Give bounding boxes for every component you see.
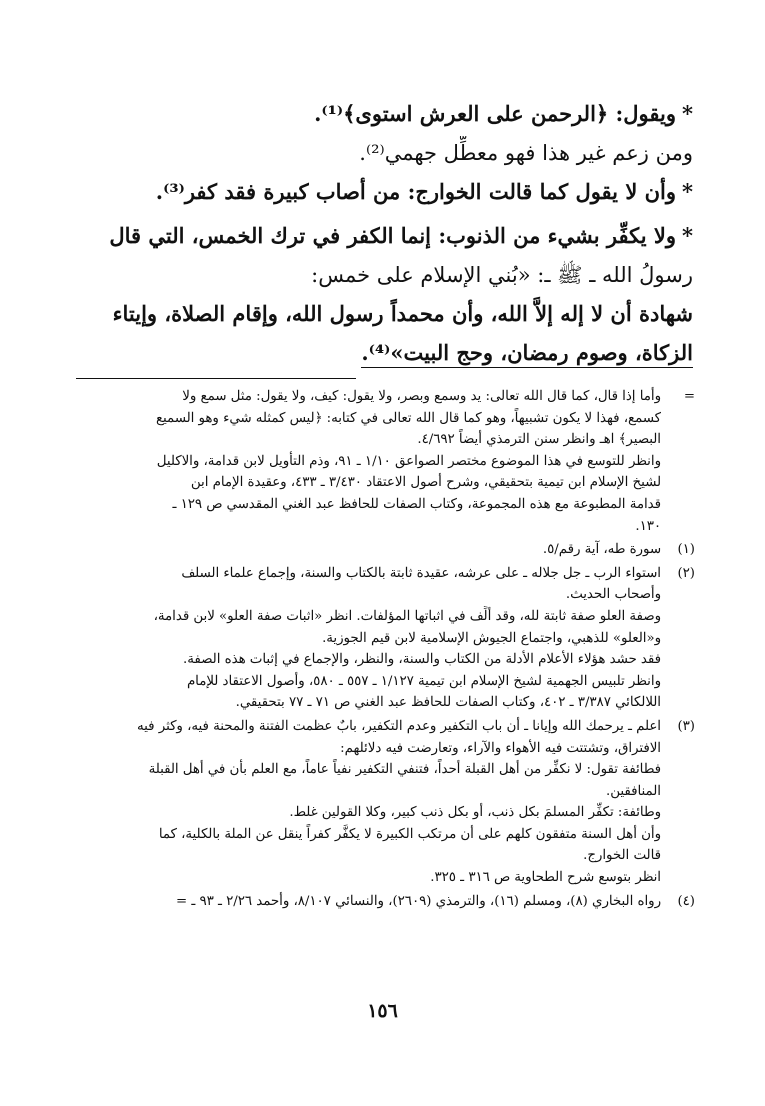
footnote-3 <box>70 716 695 889</box>
page-number: ١٥٦ <box>367 1000 398 1022</box>
main-line-5: رسولُ الله ـ ﷺ ـ: «بُني الإسلام على خمس: <box>311 263 693 287</box>
footnote-marker: = <box>683 389 695 404</box>
main-text <box>76 92 693 370</box>
main-line-1: *ويقول: ﴿الرحمن على العرش استوى﴾⁽¹⁾. <box>314 101 693 126</box>
footnote-line: وصفة العلو صفة ثابتة لله، وقد أُلِّف في اثباتها المؤلفات. انظر «اثبات صفة العلو» لابن قدامة، <box>153 608 661 624</box>
bullet-star: * <box>682 179 693 204</box>
footnote-line: سورة طه، آية رقم/٥. <box>542 542 661 558</box>
main-line-4: *ولا يكفِّر بشيء من الذنوب: إنما الكفر في ترك الخمس، التي قال <box>109 223 693 248</box>
footnote-line: انظر بتوسع شرح الطحاوية ص ٣١٦ ـ ٣٢٥. <box>430 870 661 886</box>
footnote-text <box>70 716 661 889</box>
footnote-line: اللالكائي ٣/٣٨٧ ـ ٤٠٢، وكتاب الصفات للحافظ عبد الغني ص ٧١ ـ ٧٧ بتحقيقي. <box>235 695 661 711</box>
footnote-line: كسمع، فهذا لا يكون تشبيهاً، وهو كما قال الله تعالى في كتابه: ﴿ليس كمثله شيء وهو السميع <box>155 410 661 426</box>
footnote-line: وطائفة: تكفِّر المسلمَ بكل ذنب، أو بكل ذنب كبير، وكلا القولين غلط. <box>289 805 661 821</box>
bullet-star: * <box>682 101 693 126</box>
main-line-7: الزكاة، وصوم رمضان، وحج البيت»⁽⁴⁾. <box>76 336 693 370</box>
footnote-line: رواه البخاري (٨)، ومسلم (١٦)، والترمذي (٢٦٠٩)، والنسائي ٨/١٠٧، وأحمد ٢/٢٦ ـ ٩٣ ـ = <box>175 893 661 909</box>
footnote-marker: (١) <box>677 542 695 558</box>
footnote-line: البصير﴾ اهـ وانظر سنن الترمذي أيضاً ٤/٦٩٢. <box>417 432 661 448</box>
footnote-2 <box>70 563 695 714</box>
main-line-6: شهادة أن لا إله إلاَّ الله، وأن محمداً رسول الله، وإقام الصلاة، وإيتاء <box>112 301 693 326</box>
footnote-line: المنافقين. <box>606 783 661 799</box>
footnote-line: وانظر للتوسع في هذا الموضوع مختصر الصواعق ١/١٠ ـ ٩١، وذم التأويل لابن قدامة، والاكليل <box>156 453 661 469</box>
footnote-line: وانظر تلبيس الجهمية لشيخ الإسلام ابن تيمية ١/١٢٧ ـ ٥٥٧ ـ ٥٨٠، وأصول الاعتقاد للإمام <box>186 673 661 689</box>
footnote-marker: (٢) <box>677 565 695 581</box>
footnote-text <box>70 563 661 714</box>
footnote-line: الافتراق، وتشتتت فيه الأهواء والآراء، وتعارضت فيه دلائلهم: <box>340 740 661 756</box>
footnote-line: وأما إذا قال، كما قال الله تعالى: يد وسمع وبصر، ولا يقول: كيف، ولا يقول: مثل سمع ولا <box>182 389 661 404</box>
footnotes <box>70 386 695 914</box>
footnote-marker: (٣) <box>677 718 695 734</box>
footnote-line: و«العلو» للذهبي، واجتماع الجيوش الإسلامية لابن قيم الجوزية. <box>322 630 661 646</box>
footnote-line: اعلم ـ يرحمك الله وإيانا ـ أن باب التكفير وعدم التكفير، بابٌ عظمت الفتنة والمحنة فيه، وكثر فيه <box>137 718 661 734</box>
footnote-line: ١٣٠. <box>635 518 661 534</box>
footnote-line: قالت الخوارج. <box>583 848 661 864</box>
main-line-3: *وأن لا يقول كما قالت الخوارج: من أصاب كبيرة فقد كفر⁽³⁾. <box>155 179 693 204</box>
footnote-0 <box>70 386 695 537</box>
footnote-line: استواء الرب ـ جل جلاله ـ على عرشه، عقيدة ثابتة بالكتاب والسنة، وإجماع علماء السلف <box>181 565 661 581</box>
footnote-4 <box>70 891 695 913</box>
footnote-line: لشيخ الإسلام ابن تيمية بتحقيقي، وشرح أصول الاعتقاد ٣/٤٣٠ ـ ٤٣٣، وعقيدة الإمام ابن <box>190 475 661 491</box>
footnote-text <box>70 539 661 561</box>
footnote-line: قدامة المطبوعة مع هذه المجموعة، وكتاب الصفات للحافظ عبد الغني المقدسي ص ١٢٩ ـ <box>172 496 661 512</box>
footnote-line: فطائفة تقول: لا نكفِّر من أهل القبلة أحداً، فتنفي التكفير نفياً عاماً، مع العلم بأن في أهل القبلة <box>148 762 661 778</box>
main-line-2: ومن زعم غير هذا فهو معطِّل جهمي⁽²⁾. <box>359 141 693 165</box>
footnote-text <box>70 891 661 913</box>
bullet-star: * <box>682 223 693 248</box>
footnote-line: وأصحاب الحديث. <box>565 587 661 603</box>
footnote-separator <box>76 378 356 379</box>
footnote-marker: (٤) <box>677 893 695 909</box>
footnote-line: وأن أهل السنة متفقون كلهم على أن مرتكب الكبيرة لا يكفَّر كفراً ينقل عن الملة بالكلية، كما <box>158 826 661 842</box>
footnote-1 <box>70 539 695 561</box>
footnote-line: فقد حشد هؤلاء الأعلام الأدلة من الكتاب والسنة، والنظر، والإجماع في إثبات هذه الصفة. <box>183 652 661 668</box>
footnote-text <box>70 386 661 537</box>
